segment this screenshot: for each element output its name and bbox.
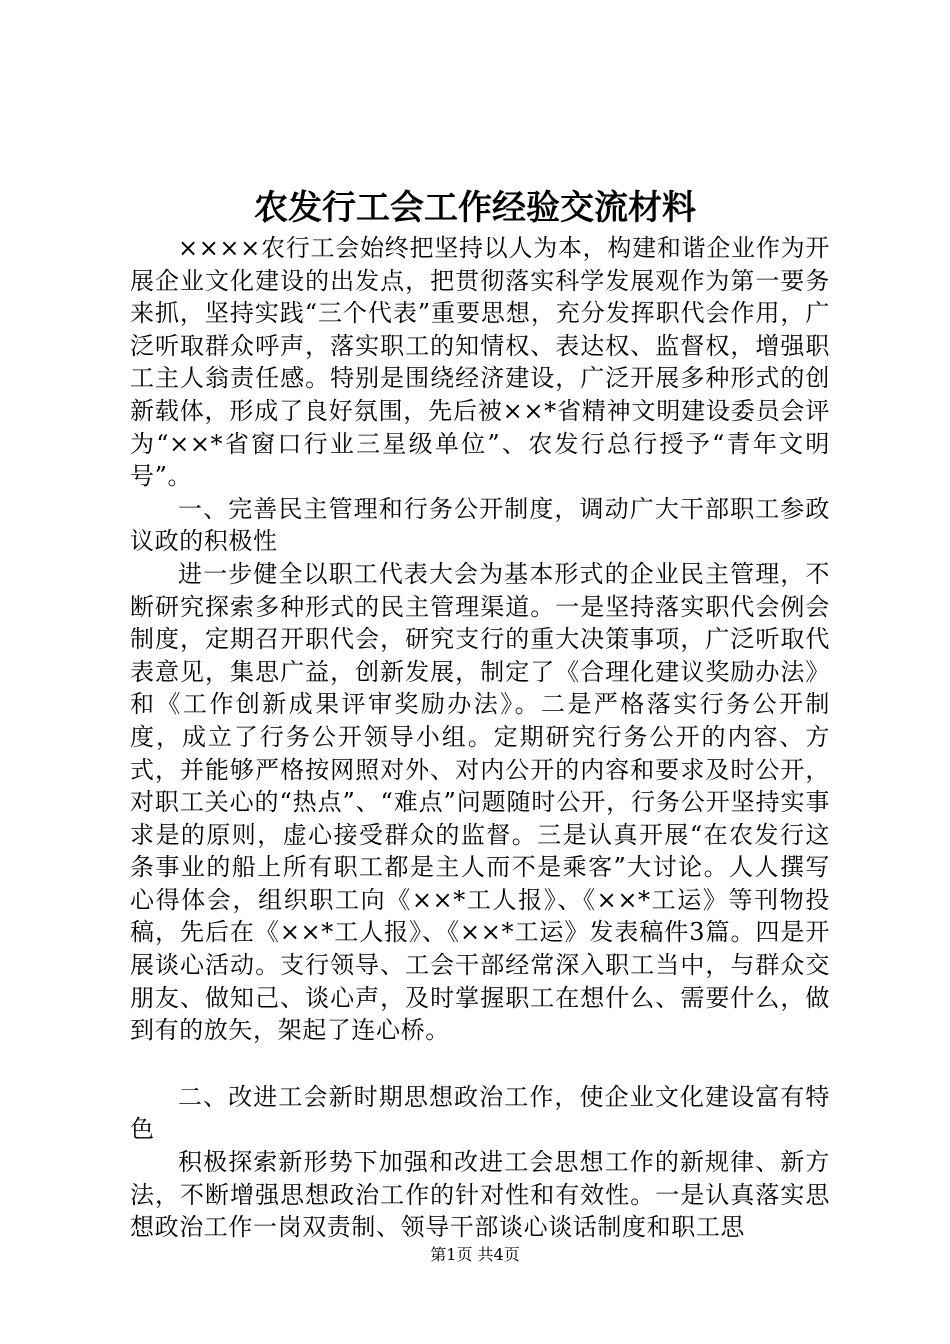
section-paragraph-1: 进一步健全以职工代表大会为基本形式的企业民主管理，不断研究探索多种形式的民主管理渠道。一是坚持落实职代会例会制度，定期召开职代会，研究支行的重大决策事项，广泛听取代表意见，集思广益，创新发展，制定了《合理化建议奖励办法》和《工作创新成果评审奖励办法》。二是严格落实行务公开制度，成立了行务公开领导小组。定期研究行务公开的内容、方式，并能够严格按网照对外、对内公开的内容和要求及时公开，对职工关心的“热点”、“难点”问题随时公开，行务公开坚持实事求是的原则，虚心接受群众的监督。三是认真开展“在农发行这条事业的船上所有职工都是主人而不是乘客”大讨论。人人撰写心得体会，组织职工向《××*工人报》、《××*工运》等刊物投稿，先后在《××*工人报》、《××*工运》发表稿件3篇。四是开展谈心活动。支行领导、工会干部经常深入职工当中，与群众交朋友、做知己、谈心声，及时掌握职工在想什么、需要什么，做到有的放矢，架起了连心桥。 xyxy=(130,559,830,1045)
intro-paragraph: ××××农行工会始终把坚持以人为本，构建和谐企业作为开展企业文化建设的出发点，把贯彻落实科学发展观作为第一要务来抓，坚持实践“三个代表”重要思想，充分发挥职代会作用，广泛听取群众呼声，落实职工的知情权、表达权、监督权，增强职工主人翁责任感。特别是围绕经济建设，广泛开展多种形式的创新载体，形成了良好氛围，先后被××*省精神文明建设委员会评为“××*省窗口行业三星级单位”、农发行总行授予“青年文明号”。 xyxy=(130,234,830,491)
page-number-footer: 第1页 共4页 xyxy=(430,1245,520,1264)
section-heading-1: 一、完善民主管理和行务公开制度，调动广大干部职工参政议政的积极性 xyxy=(130,494,830,556)
paragraph-gap xyxy=(130,1047,830,1081)
section-heading-2: 二、改进工会新时期思想政治工作，使企业文化建设富有特色 xyxy=(130,1082,830,1144)
document-title: 农发行工会工作经验交流材料 xyxy=(254,188,696,228)
document-body xyxy=(130,232,830,1244)
section-paragraph-2: 积极探索新形势下加强和改进工会思想工作的新规律、新方法，不断增强思想政治工作的针对性和有效性。一是认真落实思想政治工作一岗双责制、领导干部谈心谈话制度和职工思 xyxy=(130,1148,830,1242)
